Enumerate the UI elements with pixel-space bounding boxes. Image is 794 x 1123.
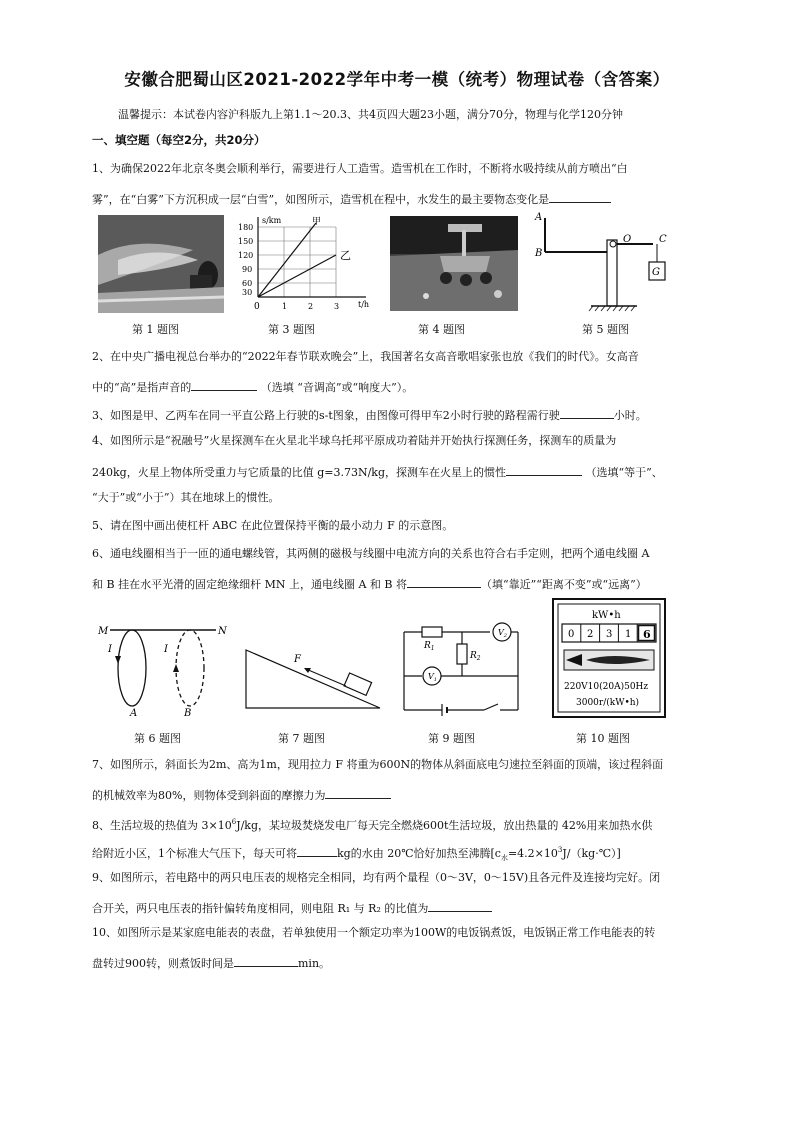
snow-machine-image: [98, 215, 224, 313]
series-label-jia: 甲: [312, 217, 322, 227]
label-O: O: [623, 234, 632, 245]
q8-text-b: J/kg，某垃圾焚烧发电厂每天完全燃烧600t生活垃圾，放出热量的 42%用来加热水供: [236, 819, 653, 832]
circuit-svg: [398, 620, 524, 718]
answer-blank-q3[interactable]: [560, 406, 614, 419]
caption-fig4: 第 4 题图: [418, 323, 465, 336]
fig6-coils: [94, 620, 234, 720]
tip-text: 温馨提示：本试卷内容沪科版九上第1.1～20.3、共4页四大题23小题，满分70分，物理与化学120分钟: [118, 108, 623, 121]
q10-line2: [92, 954, 704, 971]
q8-exponent: 6: [231, 818, 237, 826]
series-label-yi: 乙: [340, 249, 351, 262]
q2-text-a: 中的“高”是指声音的: [92, 381, 192, 394]
y-tick: 150: [238, 237, 254, 246]
y-tick: 90: [242, 265, 253, 274]
q2-line2: [92, 378, 704, 395]
label-R2-sub: 2: [476, 655, 481, 662]
label-R1-sub: 1: [430, 645, 435, 652]
label-R1-letter: R: [424, 641, 431, 651]
q7-line2: [92, 786, 704, 803]
coil-label-A: A: [130, 708, 138, 719]
q1-line1: 1、为确保2022年北京冬奥会顺利举行，需要进行人工造雪。造雪机在工作时，不断将水吸持续从前方喷出“白: [92, 162, 628, 175]
q3-line: [92, 406, 704, 423]
q4-text-b: （选填“等于”、: [585, 466, 663, 479]
q8-text-c: 给附近小区，1个标准大气压下，每天可将: [92, 847, 297, 860]
q10-text-a: 盘转过900转，则煮饭时间是: [92, 957, 234, 970]
label-G: G: [652, 267, 660, 278]
force-label-F: F: [294, 654, 301, 665]
y-tick: 60: [242, 279, 253, 288]
x-tick: 3: [334, 302, 340, 311]
current-label-I: I: [108, 644, 112, 655]
y-tick: 30: [242, 288, 253, 297]
page-title: 安徽合肥蜀山区2021-2022学年中考一模（统考）物理试卷（含答案）: [124, 70, 670, 89]
label-N: N: [218, 626, 227, 637]
q9-text: 合开关，两只电压表的指针偏转角度相同，则电阻 R₁ 与 R₂ 的比值为: [92, 902, 429, 915]
answer-blank-q9[interactable]: [428, 899, 492, 912]
q8-line1: [92, 815, 704, 833]
answer-blank-q1[interactable]: [549, 190, 611, 203]
label-V2-sub: 2: [503, 633, 507, 639]
section-heading: 一、填空题（每空2分，共20分）: [92, 133, 266, 147]
label-V2: [498, 628, 507, 639]
current-label-I: I: [164, 644, 168, 655]
q5-line: 5、请在图中画出使杠杆 ABC 在此位置保持平衡的最小动力 F 的示意图。: [92, 519, 454, 532]
label-R2-letter: R: [470, 651, 477, 661]
fig7-incline: [244, 646, 384, 712]
label-V1-sub: 1: [433, 677, 437, 683]
q6-line1: 6、通电线圈相当于一匝的通电螺线管，其两侧的磁极与线圈中电流方向的关系也符合右手定则，把两个通电线圈 A: [92, 547, 650, 560]
y-tick: 120: [238, 251, 254, 260]
label-V1-letter: V: [428, 672, 434, 681]
q7-line1: 7、如图所示，斜面长为2m、高为1m，现用拉力 F 将重为600N的物体从斜面底电匀速拉至斜面的顶端，该过程斜面: [92, 758, 664, 771]
label-C: C: [659, 234, 667, 245]
label-M: M: [98, 626, 109, 637]
x-axis-unit: t/h: [358, 300, 370, 309]
meter-digit-decimal: 6: [643, 628, 651, 641]
coils-svg: [94, 620, 234, 720]
label-A: A: [535, 212, 543, 223]
label-R1: [423, 641, 435, 652]
lever-svg: [533, 210, 683, 314]
mars-rover-photo: [390, 216, 518, 311]
q1-text: 雾”，在“白雾”下方沉积成一层“白雪”，如图所示，造雪机在程中，水发生的最主要物态变化是: [92, 193, 550, 206]
meter-digit: 0: [568, 629, 575, 640]
caption-fig10: 第 10 题图: [576, 732, 630, 745]
q8-text-a: 8、生活垃圾的热值为 3×10: [92, 819, 232, 832]
q10-text-b: min。: [298, 957, 331, 970]
x-tick: 2: [308, 302, 314, 311]
q8-subscript: 水: [500, 854, 508, 863]
caption-fig9: 第 9 题图: [428, 732, 475, 745]
meter-digit: 2: [587, 629, 594, 640]
label-B: B: [535, 248, 543, 259]
q9-line2: [92, 899, 704, 916]
fig9-circuit: [398, 620, 524, 718]
fig10-energy-meter: [552, 598, 666, 718]
x-tick: 0: [254, 302, 260, 312]
answer-blank-q6[interactable]: [407, 575, 481, 588]
answer-blank-q2[interactable]: [191, 378, 257, 391]
caption-fig6: 第 6 题图: [134, 732, 181, 745]
label-V2-letter: V: [498, 628, 504, 637]
meter-digit: 3: [606, 629, 613, 640]
q4-line1: 4、如图所示是“祝融号”火星探测车在火星北半球乌托邦平原成功着陆并开始执行探测任务，探测车的质量为: [92, 434, 617, 447]
q4-text-a: 240kg，火星上物体所受重力与它质量的比值 g=3.73N/kg，探测车在火星上的惯性: [92, 466, 506, 479]
q10-line1: 10、如图所示是某家庭电能表的表盘，若单独使用一个额定功率为100W的电饭锅煮饭，电饭锅正常工作电能表的转: [92, 926, 656, 939]
incline-svg: [244, 646, 384, 712]
meter-svg: [552, 598, 666, 718]
label-R2: [469, 651, 481, 662]
y-axis-unit: s/km: [262, 216, 282, 225]
q2-text-b: （选填 “音调高”或“响度大”）。: [260, 381, 414, 394]
st-graph-svg: [236, 215, 372, 315]
snow-machine-photo: [98, 215, 224, 313]
q6-text-a: 和 B 挂在水平光滑的固定绝缘细杆 MN 上，通电线圈 A 和 B 将: [92, 578, 407, 591]
label-V1: [428, 672, 437, 683]
meter-spec: 220V10(20A)50Hz: [564, 682, 649, 692]
q8-text-f: J/（kg·℃）]: [562, 847, 621, 860]
q2-line1: 2、在中央广播电视总台举办的“2022年春节联欢晚会”上，我国著名女高音歌唱家张也放《我们的时代》。女高音: [92, 350, 639, 363]
y-tick: 180: [238, 223, 254, 232]
x-tick: 1: [282, 302, 288, 311]
q8-text-e: =4.2×10: [507, 847, 558, 860]
q3-text-a: 3、如图是甲、乙两车在同一平直公路上行驶的s-t图象，由图像可得甲车2小时行驶的路程需行驶: [92, 409, 560, 422]
q6-text-b: （填“靠近”“距离不变”或“远离”）: [480, 578, 647, 591]
q8-line2: [92, 843, 704, 865]
q8-exponent2: 3: [557, 846, 563, 854]
answer-blank-q7[interactable]: [325, 786, 391, 799]
answer-blank-q10[interactable]: [234, 954, 298, 967]
meter-digit: 1: [625, 629, 632, 640]
q3-text-b: 小时。: [613, 409, 647, 422]
answer-blank-q4[interactable]: [506, 463, 582, 476]
fig3-st-graph: [236, 215, 372, 315]
q6-line2: [92, 575, 704, 592]
meter-unit: kW•h: [592, 610, 621, 621]
caption-fig1: 第 1 题图: [132, 323, 179, 336]
fig5-lever: [533, 210, 683, 314]
q7-text: 的机械效率为80%，则物体受到斜面的摩擦力为: [92, 789, 326, 802]
caption-fig3: 第 3 题图: [268, 323, 315, 336]
mars-rover-image: [390, 216, 518, 311]
q4-line2: [92, 463, 704, 480]
answer-blank-q8[interactable]: [297, 844, 337, 857]
coil-label-B: B: [184, 708, 192, 719]
q9-line1: 9、如图所示，若电路中的两只电压表的规格完全相同，均有两个量程（0～3V，0～15V)且各元件及连接均完好。闭: [92, 871, 661, 884]
caption-fig5: 第 5 题图: [582, 323, 629, 336]
q8-text-d: kg的水由 20℃恰好加热至沸腾[c: [337, 847, 501, 860]
meter-rate: 3000r/(kW•h): [576, 698, 640, 708]
caption-fig7: 第 7 题图: [278, 732, 325, 745]
q1-line2: [92, 190, 704, 207]
q4-line3: “大于”或“小于”）其在地球上的惯性。: [92, 491, 280, 504]
